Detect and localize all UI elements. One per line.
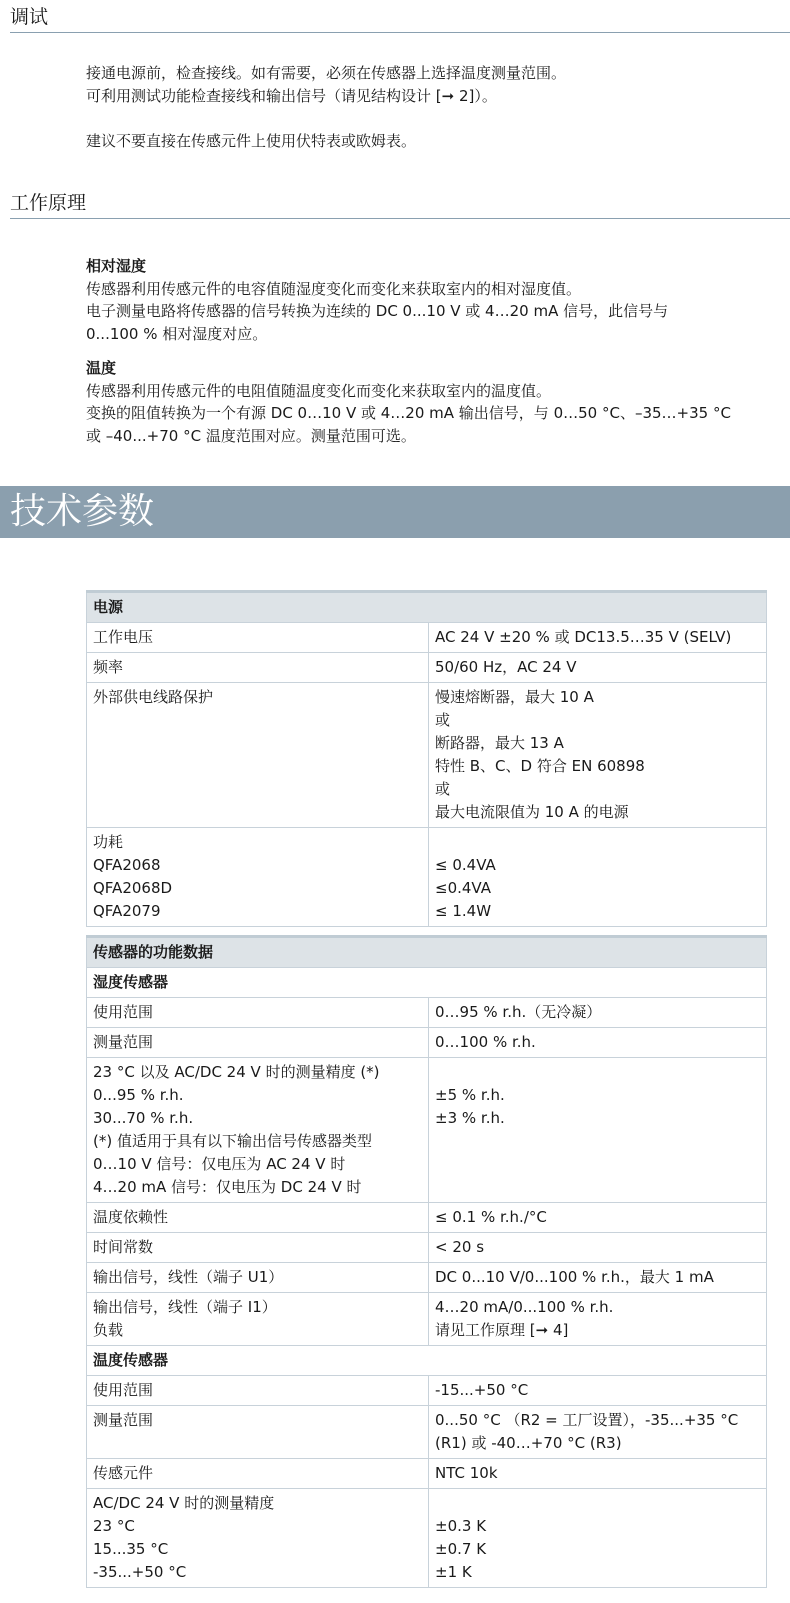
row-label: 频率	[93, 658, 124, 676]
row-label-cell	[87, 653, 429, 683]
row-value-cell	[429, 998, 767, 1028]
row-value-cell	[429, 1376, 767, 1406]
humidity-subheader-cell: 湿度传感器	[87, 968, 767, 998]
row-label: 外部供电线路保护	[93, 688, 214, 706]
row-label-cell	[87, 1489, 429, 1588]
table-row	[87, 653, 767, 683]
table-row	[87, 1489, 767, 1588]
row-value-cell	[429, 1028, 767, 1058]
row-value-cell	[429, 623, 767, 653]
commissioning-note: 建议不要直接在传感元件上使用伏特表或欧姆表。	[86, 132, 417, 150]
humidity-subheader	[87, 968, 767, 998]
row-label-cell	[87, 1233, 429, 1263]
section-commissioning-title: 调试	[10, 4, 790, 33]
table-row	[87, 1406, 767, 1459]
table-row	[87, 1376, 767, 1406]
row-value: 断路器，最大 13 A	[435, 734, 564, 752]
row-label: (*) 值适用于具有以下输出信号传感器类型	[93, 1132, 372, 1150]
row-label: QFA2068	[93, 856, 161, 874]
commissioning-line: 接通电源前，检查接线。如有需要，必须在传感器上选择温度测量范围。	[86, 64, 567, 82]
row-value: ±0.7 K	[435, 1540, 487, 1558]
row-label-cell	[87, 1293, 429, 1346]
table-row	[87, 1233, 767, 1263]
row-label-cell	[87, 623, 429, 653]
row-label: 23 °C 以及 AC/DC 24 V 时的测量精度 (*)	[93, 1063, 380, 1081]
sensor-table-header	[87, 937, 767, 968]
row-value: 或	[435, 711, 451, 729]
row-value	[435, 1061, 760, 1084]
row-label: 时间常数	[93, 1238, 154, 1256]
row-label: 使用范围	[93, 1003, 154, 1021]
row-label-cell	[87, 998, 429, 1028]
row-value: ≤ 0.1 % r.h./°C	[435, 1208, 547, 1226]
row-label-cell	[87, 1028, 429, 1058]
commissioning-text	[86, 62, 776, 107]
row-value: ±0.3 K	[435, 1517, 487, 1535]
commissioning-line: 可利用测试功能检查接线和输出信号（请见结构设计 [➞ 2]）。	[86, 86, 497, 105]
table-row	[87, 1058, 767, 1203]
row-label: QFA2079	[93, 902, 161, 920]
temperature-subheader	[87, 1346, 767, 1376]
row-label: 功耗	[93, 833, 124, 851]
row-label: 工作电压	[93, 628, 154, 646]
row-value: 或	[435, 780, 451, 798]
row-label: 输出信号，线性（端子 I1）	[93, 1298, 277, 1316]
row-value: ≤ 1.4W	[435, 902, 492, 920]
row-value: < 20 s	[435, 1238, 485, 1256]
temperature-line: 或 –40...+70 °C 温度范围对应。测量范围可选。	[86, 426, 416, 445]
power-table-header	[87, 592, 767, 623]
row-value: 50/60 Hz，AC 24 V	[435, 658, 577, 676]
row-label: 30...70 % r.h.	[93, 1109, 194, 1127]
row-value: -15...+50 °C	[435, 1381, 529, 1399]
row-value-cell	[429, 828, 767, 927]
row-value-cell	[429, 1203, 767, 1233]
principle-humidity	[86, 255, 776, 345]
row-value: AC 24 V ±20 % 或 DC13.5…35 V (SELV)	[435, 628, 732, 646]
row-value: 0…100 % r.h.	[435, 1033, 536, 1051]
row-value-cell	[429, 1459, 767, 1489]
humidity-line: 电子测量电路将传感器的信号转换为连续的 DC 0...10 V 或 4…20 mA 信号，此信号与	[86, 302, 669, 320]
table-row	[87, 623, 767, 653]
row-value: ±1 K	[435, 1563, 472, 1581]
sensor-header-cell: 传感器的功能数据	[87, 937, 767, 968]
row-value: ±5 % r.h.	[435, 1086, 505, 1104]
row-label-cell	[87, 828, 429, 927]
table-row	[87, 1293, 767, 1346]
sensor-table	[86, 935, 767, 1588]
table-row	[87, 998, 767, 1028]
row-label-cell	[87, 1459, 429, 1489]
table-row	[87, 683, 767, 828]
row-value: (R1) 或 -40…+70 °C (R3)	[435, 1434, 622, 1452]
row-label: 15...35 °C	[93, 1540, 169, 1558]
row-value-cell	[429, 1406, 767, 1459]
row-value: 0…95 % r.h.（无冷凝）	[435, 1003, 602, 1021]
row-label-cell	[87, 1406, 429, 1459]
row-label: 0...95 % r.h.	[93, 1086, 184, 1104]
row-value: 最大电流限值为 10 A 的电源	[435, 803, 629, 821]
row-label: 测量范围	[93, 1411, 154, 1429]
row-value	[435, 1492, 760, 1515]
row-value-cell	[429, 1293, 767, 1346]
row-value: 请见工作原理 [➞ 4]	[435, 1321, 569, 1339]
section-principle-title: 工作原理	[10, 190, 790, 219]
row-label: AC/DC 24 V 时的测量精度	[93, 1494, 275, 1512]
humidity-line: 传感器利用传感元件的电容值随湿度变化而变化来获取室内的相对湿度值。	[86, 279, 582, 298]
row-label-cell	[87, 1376, 429, 1406]
table-row	[87, 1203, 767, 1233]
table-row	[87, 1263, 767, 1293]
temperature-heading: 温度	[86, 359, 117, 377]
temperature-line: 传感器利用传感元件的电阻值随温度变化而变化来获取室内的温度值。	[86, 381, 552, 400]
row-value: 特性 B、C、D 符合 EN 60898	[435, 757, 645, 775]
row-value: ≤ 0.4VA	[435, 856, 496, 874]
row-value-cell	[429, 1263, 767, 1293]
row-label: 测量范围	[93, 1033, 154, 1051]
power-header-cell: 电源	[87, 592, 767, 623]
row-value-cell	[429, 1489, 767, 1588]
row-label: 使用范围	[93, 1381, 154, 1399]
row-value-cell	[429, 1058, 767, 1203]
row-value: 0...50 °C （R2 = 工厂设置），-35...+35 °C	[435, 1411, 739, 1429]
row-label: 0…10 V 信号：仅电压为 AC 24 V 时	[93, 1155, 346, 1173]
power-table	[86, 590, 767, 927]
temperature-line: 变换的阻值转换为一个有源 DC 0…10 V 或 4…20 mA 输出信号，与 0…50 °C、–35…+35 °C	[86, 404, 731, 422]
row-label-cell	[87, 1263, 429, 1293]
row-label: -35...+50 °C	[93, 1563, 187, 1581]
row-value-cell	[429, 1233, 767, 1263]
temperature-subheader-cell: 温度传感器	[87, 1346, 767, 1376]
row-label: 温度依赖性	[93, 1208, 169, 1226]
row-value-cell	[429, 653, 767, 683]
row-label-cell	[87, 683, 429, 828]
table-row	[87, 828, 767, 927]
row-label-cell	[87, 1058, 429, 1203]
row-value-cell	[429, 683, 767, 828]
table-row	[87, 1459, 767, 1489]
row-label: 负载	[93, 1321, 124, 1339]
row-label-cell	[87, 1203, 429, 1233]
row-value: ≤0.4VA	[435, 879, 491, 897]
table-row	[87, 1028, 767, 1058]
row-value: 慢速熔断器，最大 10 A	[435, 688, 594, 706]
row-label: 输出信号，线性（端子 U1）	[93, 1268, 284, 1286]
row-label: QFA2068D	[93, 879, 173, 897]
row-value: DC 0...10 V/0...100 % r.h.，最大 1 mA	[435, 1268, 714, 1286]
row-label: 23 °C	[93, 1517, 135, 1535]
principle-temperature	[86, 357, 776, 447]
row-label: 传感元件	[93, 1464, 154, 1482]
row-value: 4…20 mA/0...100 % r.h.	[435, 1298, 614, 1316]
row-label: 4…20 mA 信号：仅电压为 DC 24 V 时	[93, 1178, 362, 1196]
row-value	[435, 831, 760, 854]
section-tech-title: 技术参数	[0, 486, 790, 538]
row-value: ±3 % r.h.	[435, 1109, 505, 1127]
humidity-heading: 相对湿度	[86, 257, 147, 275]
humidity-line: 0...100 % 相对湿度对应。	[86, 324, 268, 343]
row-value: NTC 10k	[435, 1464, 498, 1482]
